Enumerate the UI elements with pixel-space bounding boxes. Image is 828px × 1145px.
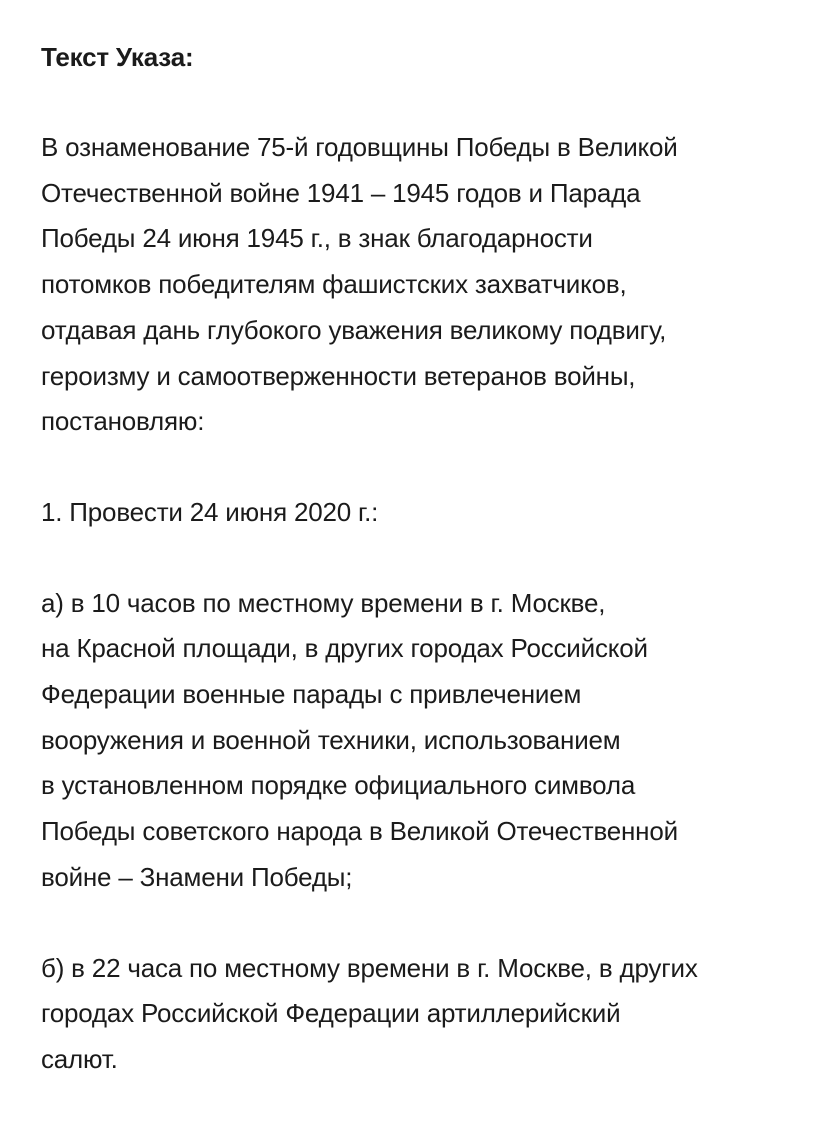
intro-line: В ознаменование 75-й годовщины Победы в Великой: [41, 132, 678, 162]
item-a-line: вооружения и военной техники, использованием: [41, 724, 621, 755]
item-b-line: б) в 22 часа по местному времени в г. Москве, в других: [41, 952, 698, 983]
intro-line: отдавая дань глубокого уважения великому подвигу,: [41, 314, 667, 345]
intro-line: потомков победителям фашистских захватчиков,: [41, 269, 627, 300]
decree-document: [41, 34, 811, 1083]
item-b-paragraph: [41, 946, 811, 1083]
item-a-line: в установленном порядке официального символа: [41, 770, 636, 801]
intro-line: постановляю:: [41, 406, 205, 437]
item-a-line: на Красной площади, в других городах Российской: [41, 633, 648, 664]
document-heading: Текст Указа:: [41, 42, 194, 72]
item-a-line: Победы советского народа в Великой Отечественной: [41, 816, 678, 847]
intro-line: Отечественной войне 1941 – 1945 годов и Парада: [41, 177, 641, 208]
intro-line: героизму и самоотверженности ветеранов войны,: [41, 360, 636, 391]
item-b-line: салют.: [41, 1043, 118, 1074]
item-a-line: а) в 10 часов по местному времени в г. Москве,: [41, 587, 606, 618]
item-a-paragraph: [41, 581, 811, 901]
item-1-line: 1. Провести 24 июня 2020 г.:: [41, 496, 379, 527]
item-a-line: Федерации военные парады с привлечением: [41, 679, 582, 710]
intro-line: Победы 24 июня 1945 г., в знак благодарности: [41, 223, 593, 254]
item-b-line: городах Российской Федерации артиллерийский: [41, 998, 621, 1029]
intro-paragraph: [41, 125, 811, 445]
item-1-paragraph: [41, 490, 811, 536]
item-a-line: войне – Знамени Победы;: [41, 861, 353, 892]
